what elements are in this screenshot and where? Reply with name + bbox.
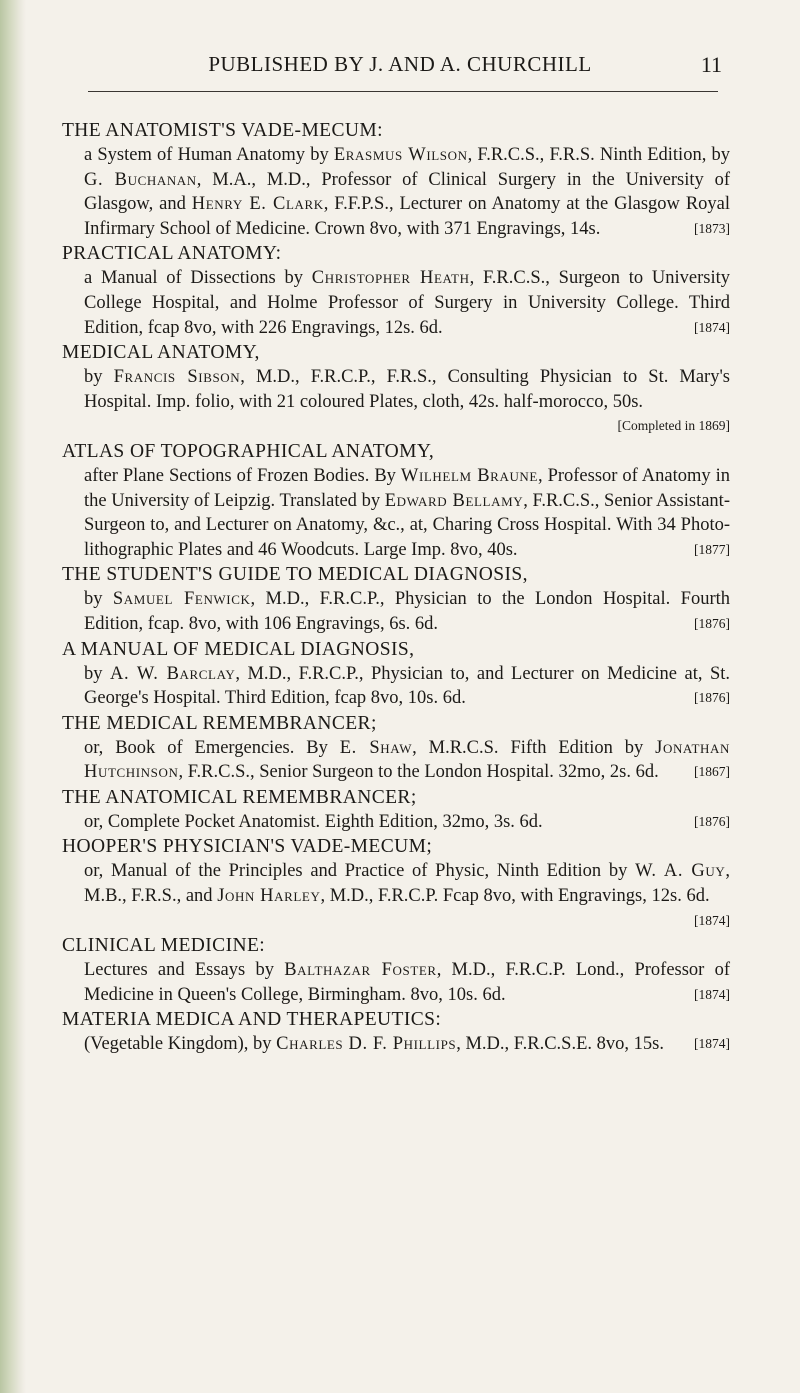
- entry-heading: THE ANATOMICAL REMEMBRANCER;: [62, 786, 417, 808]
- entry-text: , M.D., F.R.C.P. Lond., Professor of Medicine in Queen's College, Birmingham. 8vo, 10s. 6d.: [84, 960, 730, 1005]
- publication-date: [1867]: [694, 764, 730, 780]
- author-name: A. W. Barclay: [109, 663, 236, 684]
- author-name: W. A. Guy: [635, 861, 726, 882]
- entry-description: [84, 810, 730, 835]
- entry-text: (Vegetable Kingdom), by: [84, 1034, 277, 1055]
- publication-date: [1876]: [694, 690, 730, 706]
- entry-heading: PRACTICAL ANATOMY:: [62, 243, 282, 265]
- entry-text: by: [84, 589, 113, 610]
- publication-date: [Completed in 1869]: [617, 418, 730, 434]
- entry-description: [84, 143, 730, 241]
- entry-description: [84, 958, 730, 1007]
- entry-text: , M.R.C.S. Fifth Edition by: [412, 737, 656, 758]
- entry-description: [84, 464, 730, 562]
- publication-date: [1876]: [694, 615, 730, 631]
- catalogue-entry: [62, 711, 730, 785]
- author-name: Charles D. F. Phillips: [276, 1034, 457, 1055]
- author-name: E. Shaw: [339, 737, 413, 758]
- entry-text: a System of Human Anatomy by: [84, 145, 334, 165]
- entry-text: , M.A., M.D., Professor of Clinical Surgery in the University of Glasgow, and: [84, 169, 730, 215]
- entry-text: or, Book of Emergencies. By: [84, 737, 340, 758]
- entry-description: [84, 1032, 730, 1057]
- author-name: Christopher Heath: [311, 268, 470, 289]
- entry-heading: MEDICAL ANATOMY,: [62, 342, 260, 364]
- entry-heading: HOOPER'S PHYSICIAN'S VADE-MECUM;: [62, 836, 433, 858]
- running-head-title: PUBLISHED BY J. AND A. CHURCHILL: [208, 52, 592, 76]
- entry-heading: ATLAS OF TOPOGRAPHICAL ANATOMY,: [62, 440, 435, 462]
- catalogue-entry: [62, 785, 730, 835]
- entry-description: [84, 859, 730, 933]
- author-name: Wilhelm Braune: [400, 465, 538, 486]
- entry-text: , M.B., F.R.S., and: [84, 861, 730, 907]
- publication-date: [1874]: [694, 319, 730, 335]
- author-name: Erasmus Wilson: [333, 145, 468, 165]
- entry-text: , M.D., F.R.C.P., Physician to, and Lecturer on Medicine at, St. George's Hospital. Third Edition, fcap 8vo, 10s. 6d.: [84, 663, 730, 709]
- publication-date: [1874]: [694, 912, 730, 928]
- catalogue-entries: [62, 118, 730, 1057]
- entry-heading: THE STUDENT'S GUIDE TO MEDICAL DIAGNOSIS,: [62, 564, 528, 586]
- entry-text: after Plane Sections of Frozen Bodies. By: [84, 465, 401, 486]
- entry-text: , F.R.C.S., Senior Surgeon to the London Hospital. 32mo, 2s. 6d.: [178, 762, 659, 783]
- author-name: Edward Bellamy: [384, 490, 524, 511]
- catalogue-entry: [62, 439, 730, 562]
- catalogue-entry: [62, 834, 730, 933]
- author-name: Samuel Fenwick: [112, 589, 251, 610]
- header-rule: [88, 91, 718, 92]
- catalogue-entry: [62, 241, 730, 340]
- publication-date: [1877]: [694, 541, 730, 557]
- entry-text: , F.R.C.S., Senior Assistant-Surgeon to, and Lecturer on Anatomy, &c., at, Charing Cross Hospital. With 34 Photo-lithographic Plates and 46 Woodcuts. Large Imp. 8vo, 40s.: [84, 490, 730, 560]
- entry-description: [84, 662, 730, 711]
- catalogue-entry: [62, 562, 730, 636]
- entry-text: , M.D., F.R.C.S.E. 8vo, 15s.: [456, 1034, 664, 1055]
- publication-date: [1874]: [694, 986, 730, 1002]
- entry-text: or, Complete Pocket Anatomist. Eighth Edition, 32mo, 3s. 6d.: [84, 811, 543, 832]
- author-name: Jonathan Hutchinson: [84, 737, 730, 783]
- entry-text: , F.R.C.S., Surgeon to University College Hospital, and Holme Professor of Surgery in University College. Third Edition, fcap 8vo, with 226 Engravings, 12s. 6d.: [84, 268, 730, 338]
- entry-heading: THE MEDICAL REMEMBRANCER;: [62, 712, 377, 734]
- entry-heading: A MANUAL OF MEDICAL DIAGNOSIS,: [62, 638, 415, 660]
- entry-text: , M.D., F.R.C.P., Physician to the London Hospital. Fourth Edition, fcap. 8vo, with 106 Engravings, 6s. 6d.: [84, 589, 731, 634]
- author-name: John Harley: [217, 886, 321, 907]
- entry-text: Lectures and Essays by: [84, 960, 285, 981]
- entry-text: a Manual of Dissections by: [84, 268, 312, 289]
- catalogue-entry: [62, 1007, 730, 1057]
- author-name: Henry E. Clark: [191, 194, 324, 215]
- publication-date: [1873]: [694, 220, 730, 236]
- entry-description: [84, 365, 730, 439]
- entry-description: [84, 736, 730, 785]
- catalogue-entry: [62, 637, 730, 711]
- author-name: Balthazar Foster: [284, 960, 437, 981]
- entry-text: , F.F.P.S., Lecturer on Anatomy at the Glasgow Royal Infirmary School of Medicine. Crown 8vo, with 371 Engravings, 14s.: [84, 194, 731, 239]
- catalogue-entry: [62, 340, 730, 439]
- entry-text: by: [84, 663, 110, 684]
- publication-date: [1876]: [694, 813, 730, 829]
- page-number: 11: [700, 52, 722, 77]
- entry-text: , F.R.C.S., F.R.S. Ninth Edition, by: [467, 145, 730, 165]
- entry-description: [84, 587, 730, 636]
- entry-text: by: [84, 367, 114, 388]
- entry-description: [84, 266, 730, 340]
- entry-text: , Professor of Anatomy in the University of Leipzig. Translated by: [84, 465, 731, 511]
- entry-text: , M.D., F.R.C.P. Fcap 8vo, with Engravings, 12s. 6d.: [320, 886, 710, 907]
- running-head: [0, 52, 800, 82]
- entry-heading: MATERIA MEDICA AND THERAPEUTICS:: [62, 1009, 442, 1031]
- catalogue-entry: [62, 118, 730, 241]
- entry-heading: CLINICAL MEDICINE:: [62, 935, 266, 957]
- entry-text: , M.D., F.R.C.P., F.R.S., Consulting Physician to St. Mary's Hospital. Imp. folio, with 21 coloured Plates, cloth, 42s. half-morocco, 50s.: [84, 367, 730, 412]
- catalogue-entry: [62, 933, 730, 1007]
- entry-heading: THE ANATOMIST'S VADE-MECUM:: [62, 120, 383, 141]
- publication-date: [1874]: [694, 1036, 730, 1052]
- entry-text: or, Manual of the Principles and Practice of Physic, Ninth Edition by: [84, 861, 636, 882]
- author-name: G. Buchanan: [84, 169, 197, 190]
- author-name: Francis Sibson: [113, 367, 241, 388]
